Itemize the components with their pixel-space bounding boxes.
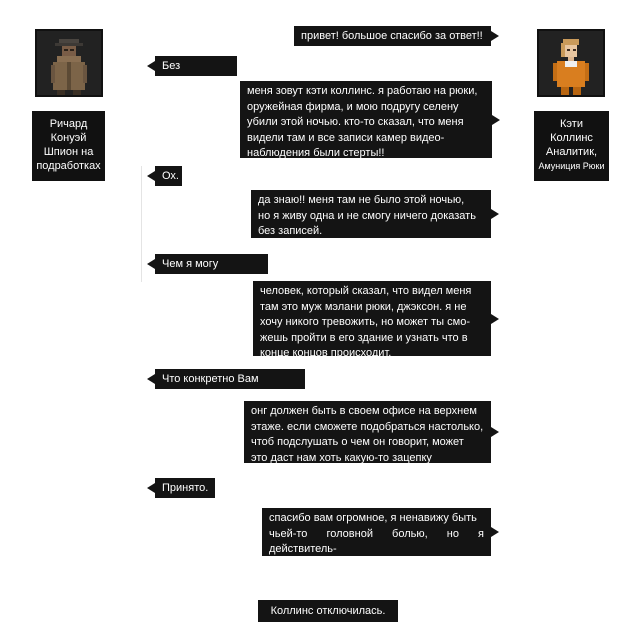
message-line: Принято. [162, 482, 209, 494]
message-line: но я живу одна и не смогу ничего доказать [258, 209, 476, 222]
message-bubble-incoming [253, 281, 491, 359]
message-line: чтоб подслушать о чем он говорит, может [251, 436, 464, 448]
message-line: Без проблем. [162, 60, 210, 88]
message-bubble-incoming [240, 81, 492, 158]
message-line: жешь пройти в его здание и узнать что в [260, 331, 468, 344]
right-contact-name-line: Коллинс [550, 132, 593, 144]
system-disconnect-notice: Коллинс отключилась. [258, 600, 398, 622]
right-contact-name [534, 111, 609, 181]
left-contact-avatar [35, 29, 103, 97]
message-line: хочу никого тревожить, но может ты смо- [260, 316, 470, 328]
message-line: без записей. [258, 225, 323, 237]
message-line: но хочу выбраться отсюда. тут страшно [269, 558, 473, 571]
right-contact-name-line: Кэти [560, 118, 583, 130]
message-line: Что конкретно Вам нужно? [162, 373, 259, 401]
message-bubble-outgoing [155, 56, 237, 88]
orange-jumpsuit-woman-pixel-icon [539, 31, 603, 95]
thread-line [141, 166, 142, 282]
message-bubble-incoming [294, 26, 491, 46]
message-line: конце концов происходит. [260, 347, 392, 359]
left-contact-name-line: подработках [36, 160, 101, 172]
left-contact-name-line: Конуэй [50, 132, 87, 144]
right-contact-avatar [537, 29, 605, 97]
message-line: да знаю!! меня там не было этой ночью, [258, 194, 465, 206]
message-line: наблюдения были стерты!! [247, 147, 385, 159]
left-contact-name [32, 111, 105, 181]
left-contact-name-line: Шпион на [43, 146, 94, 158]
message-line: Ох. [162, 170, 179, 182]
message-line: человек, который сказал, что видел меня [260, 285, 472, 297]
trenchcoat-spy-pixel-icon [37, 31, 101, 95]
right-contact-name-line: Аналитик, [545, 146, 598, 158]
message-line: спасибо вам огромное, я ненавижу быть [269, 512, 477, 524]
message-line: там это муж мэлани рюки, джэксон. я не [260, 300, 467, 313]
message-line: чьей-то головной болью, но я действитель- [269, 527, 484, 555]
message-line: видели там и все записи камер видео- [247, 131, 445, 144]
message-bubble-outgoing [155, 369, 305, 401]
message-line: меня зовут кэти коллинс. я работаю на рюки, [247, 85, 478, 97]
message-bubble-outgoing [155, 254, 268, 286]
message-line: Чем я могу помочь? [162, 258, 219, 286]
message-bubble-outgoing [155, 166, 182, 186]
message-line: оружейная фирма, и мою подругу селену [247, 100, 459, 113]
message-line: это даст нам хоть какую-то зацепку [251, 451, 432, 464]
message-line: убили этой ночью. кто-то сказал, что меня [247, 116, 464, 128]
left-contact-name-line: Ричард [49, 118, 88, 130]
message-line: этаже. если сможете подобраться настолько, [251, 420, 484, 433]
right-contact-name-line: Амуниция Рюки [538, 161, 605, 171]
message-bubble-outgoing [155, 478, 215, 498]
message-line: онг должен быть в своем офисе на верхнем [251, 405, 477, 417]
message-bubble-incoming [262, 508, 491, 571]
message-bubble-incoming [251, 190, 491, 238]
message-line: привет! большое спасибо за ответ!! [301, 30, 483, 42]
message-bubble-incoming [244, 401, 491, 463]
